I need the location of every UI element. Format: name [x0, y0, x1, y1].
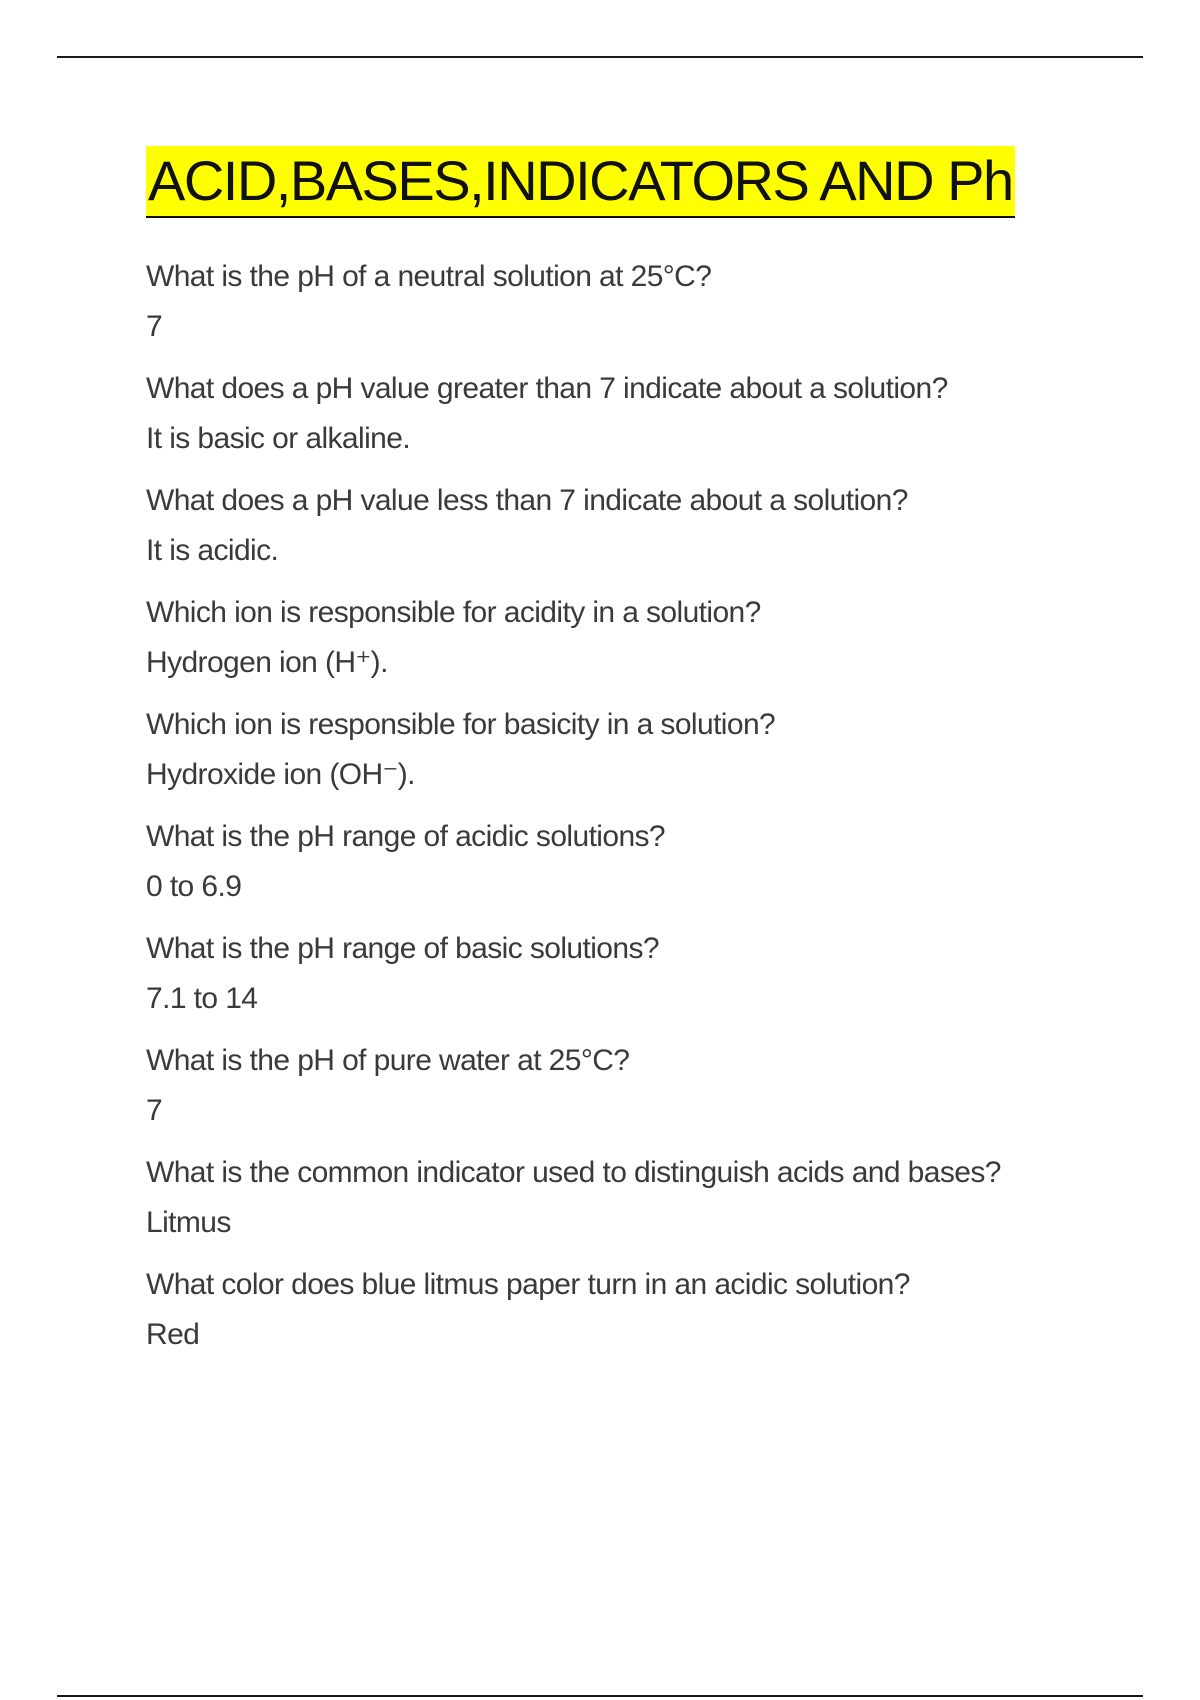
header-rule — [57, 56, 1143, 58]
question-text: What does a pH value less than 7 indicate about a solution? — [146, 484, 908, 517]
question-text: What color does blue litmus paper turn in an acidic solution? — [146, 1268, 910, 1301]
answer-text: Red — [146, 1318, 200, 1351]
question-text: What is the common indicator used to distinguish acids and bases? — [146, 1156, 1001, 1189]
qa-item — [146, 364, 1106, 464]
question-text: What does a pH value greater than 7 indicate about a solution? — [146, 372, 948, 405]
question-text: What is the pH of pure water at 25°C? — [146, 1044, 630, 1077]
question-text: What is the pH range of acidic solutions? — [146, 820, 666, 853]
answer-text: 7 — [146, 310, 163, 343]
qa-item — [146, 812, 1106, 912]
qa-item — [146, 700, 1106, 800]
answer-text: Hydrogen ion (H⁺). — [146, 646, 388, 679]
qa-item — [146, 1036, 1106, 1136]
qa-item — [146, 252, 1106, 352]
qa-item — [146, 476, 1106, 576]
answer-text: 7.1 to 14 — [146, 982, 258, 1015]
footer-rule — [57, 1695, 1143, 1697]
qa-item — [146, 1260, 1106, 1360]
answer-text: Litmus — [146, 1206, 231, 1239]
question-text: What is the pH of a neutral solution at 25°C? — [146, 260, 712, 293]
answer-text: It is acidic. — [146, 534, 279, 567]
answer-text: 0 to 6.9 — [146, 870, 242, 903]
question-text: What is the pH range of basic solutions? — [146, 932, 659, 965]
answer-text: Hydroxide ion (OH⁻). — [146, 758, 415, 791]
qa-item — [146, 924, 1106, 1024]
qa-item — [146, 1148, 1106, 1248]
question-text: Which ion is responsible for acidity in a solution? — [146, 596, 761, 629]
document-title: ACID,BASES,INDICATORS AND Ph — [146, 146, 1015, 218]
question-text: Which ion is responsible for basicity in a solution? — [146, 708, 776, 741]
qa-item — [146, 588, 1106, 688]
answer-text: 7 — [146, 1094, 163, 1127]
answer-text: It is basic or alkaline. — [146, 422, 411, 455]
document-body — [146, 146, 1106, 1372]
